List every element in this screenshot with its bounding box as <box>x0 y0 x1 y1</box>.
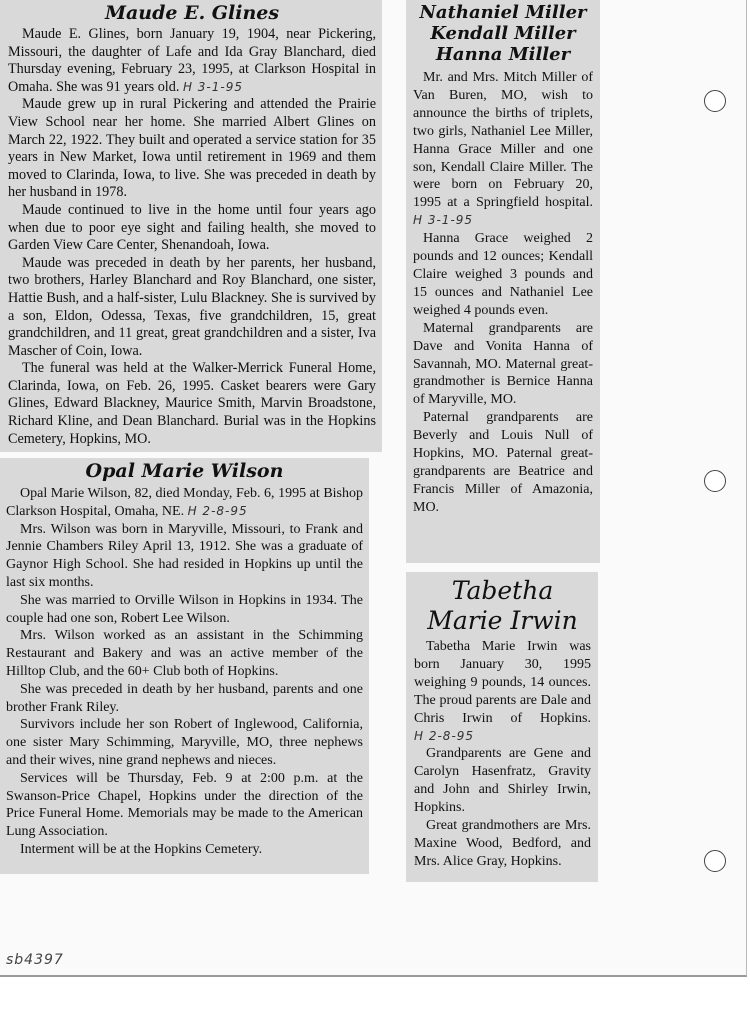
obituary-opal-wilson <box>0 458 369 874</box>
clipping-paragraph: Mr. and Mrs. Mitch Miller of Van Buren, MO, wish to announce the births of triplets, two girls, Nathaniel Lee Miller, Hanna Grace Miller and one son, Kendall Claire Miller. The were born on February 20, 1995 at a Springfield hospital. H 3-1-95 <box>413 70 593 228</box>
clipping-paragraph: Survivors include her son Robert of Inglewood, California, one sister Mary Schimming, Maryville, MO, three nephews and their wives, nine grand nephews and nieces. <box>6 717 363 768</box>
birth-announcement-tabetha-irwin <box>406 572 598 882</box>
clipping-title <box>414 576 591 636</box>
title-line: Tabetha <box>451 576 554 605</box>
clipping-paragraph: The funeral was held at the Walker-Merrick Funeral Home, Clarinda, Iowa, on Feb. 26, 1995. Casket bearers were Gary Glines, Edward Blackney, Maurice Smith, Marvin Broadstone, Richard Kline, and Dean Blanchard. Burial was in the Hopkins Cemetery, Hopkins, MO. <box>8 360 376 447</box>
clipping-paragraph: Opal Marie Wilson, 82, died Monday, Feb. 6, 1995 at Bishop Clarkson Hospital, Omaha, NE. H 2-8-95 <box>6 486 363 519</box>
clipping-paragraph: Great grandmothers are Mrs. Maxine Wood, Bedford, and Mrs. Alice Gray, Hopkins. <box>414 818 591 869</box>
clipping-paragraph: Mrs. Wilson was born in Maryville, Missouri, to Frank and Jennie Chambers Riley April 13, 1912. She was a graduate of Gaynor High School. She had resided in Hopkins up until the last six months. <box>6 521 363 590</box>
clipping-title: Opal Marie Wilson <box>85 460 284 482</box>
clipping-paragraph: Hanna Grace weighed 2 pounds and 12 ounces; Kendall Claire weighed 3 pounds and 15 ounces and Nathaniel Lee weighed 4 pounds even. <box>413 231 593 318</box>
binder-hole-icon <box>704 850 726 872</box>
clipping-paragraph: Maternal grandparents are Dave and Vonita Hanna of Savannah, MO. Maternal great-grandmother is Bernice Hanna of Maryville, MO. <box>413 320 593 408</box>
obituary-maude-glines <box>0 0 382 452</box>
clipping-paragraph: Interment will be at the Hopkins Cemetery. <box>20 841 263 857</box>
handwritten-date: H 2-8-95 <box>414 728 475 743</box>
title-line: Hanna Miller <box>435 44 571 65</box>
clipping-paragraph: Maude grew up in rural Pickering and attended the Prairie View School near her home. She married Albert Glines on March 22, 1922. They built and operated a service station for 35 years in New Market, Iowa until retirement in 1969 and them moved to Clarinda, Iowa, to live. She was preceded in death by her husband in 1978. <box>8 96 376 201</box>
clipping-paragraph: Maude was preceded in death by her parents, her husband, two brothers, Harley Blanchard and Roy Blanchard, one sister, Hattie Bush, and a half-sister, Lulu Blackney. She is survived by a son, Eldon, Odessa, Texas, five grandchildren, 15, great grandchildren, and 11 great, great grandchildren and a sister, Iva Mascher of Coin, Iowa. <box>8 254 376 359</box>
clipping-paragraph: Grandparents are Gene and Carolyn Hasenfratz, Gravity and John and Shirley Irwin, Hopkins. <box>414 746 591 816</box>
clipping-paragraph: Maude E. Glines, born January 19, 1904, near Pickering, Missouri, the daughter of Lafe and Ida Gray Blanchard, died Thursday evening, February 23, 1995, at Clarkson Hospital in Omaha. She was 91 years old. H 3-1-95 <box>8 26 376 95</box>
clipping-title <box>413 2 593 65</box>
clipping-paragraph: Tabetha Marie Irwin was born January 30, 1995 weighing 9 pounds, 14 ounces. The proud parents are Dale and Chris Irwin of Hopkins. H 2-8-95 <box>414 639 591 743</box>
clipping-paragraph: She was preceded in death by her husband, parents and one brother Frank Riley. <box>6 681 363 715</box>
birth-announcement-miller-triplets <box>406 0 600 563</box>
catalog-number: sb4397 <box>6 952 64 968</box>
clipping-paragraph: Services will be Thursday, Feb. 9 at 2:00 p.m. at the Swanson-Price Chapel, Hopkins under the direction of the Price Funeral Home. Memorials may be made to the American Lung Association. <box>6 770 363 840</box>
clipping-paragraph: Maude continued to live in the home until four years ago when due to poor eye sight and failing health, she moved to Garden View Care Center, Shenandoah, Iowa. <box>8 201 376 254</box>
handwritten-date: H 3-1-95 <box>182 79 243 94</box>
handwritten-date: H 2-8-95 <box>187 503 248 518</box>
title-line: Nathaniel Miller <box>419 2 587 23</box>
clipping-title: Maude E. Glines <box>104 2 280 24</box>
clipping-paragraph: She was married to Orville Wilson in Hopkins in 1934. The couple had one son, Robert Lee Wilson. <box>6 592 363 626</box>
clipping-paragraph: Mrs. Wilson worked as an assistant in the Schimming Restaurant and Bakery and was an active member of the Hilltop Club, and the 60+ Club both of Hopkins. <box>6 628 363 679</box>
binder-hole-icon <box>704 90 726 112</box>
clipping-paragraph: Paternal grandparents are Beverly and Louis Null of Hopkins, MO. Paternal great-grandparents are Beatrice and Francis Miller of Amazonia, MO. <box>413 410 593 515</box>
handwritten-date: H 3-1-95 <box>413 213 474 228</box>
title-line: Marie Irwin <box>427 606 578 635</box>
binder-hole-icon <box>704 470 726 492</box>
title-line: Kendall Miller <box>430 23 576 44</box>
